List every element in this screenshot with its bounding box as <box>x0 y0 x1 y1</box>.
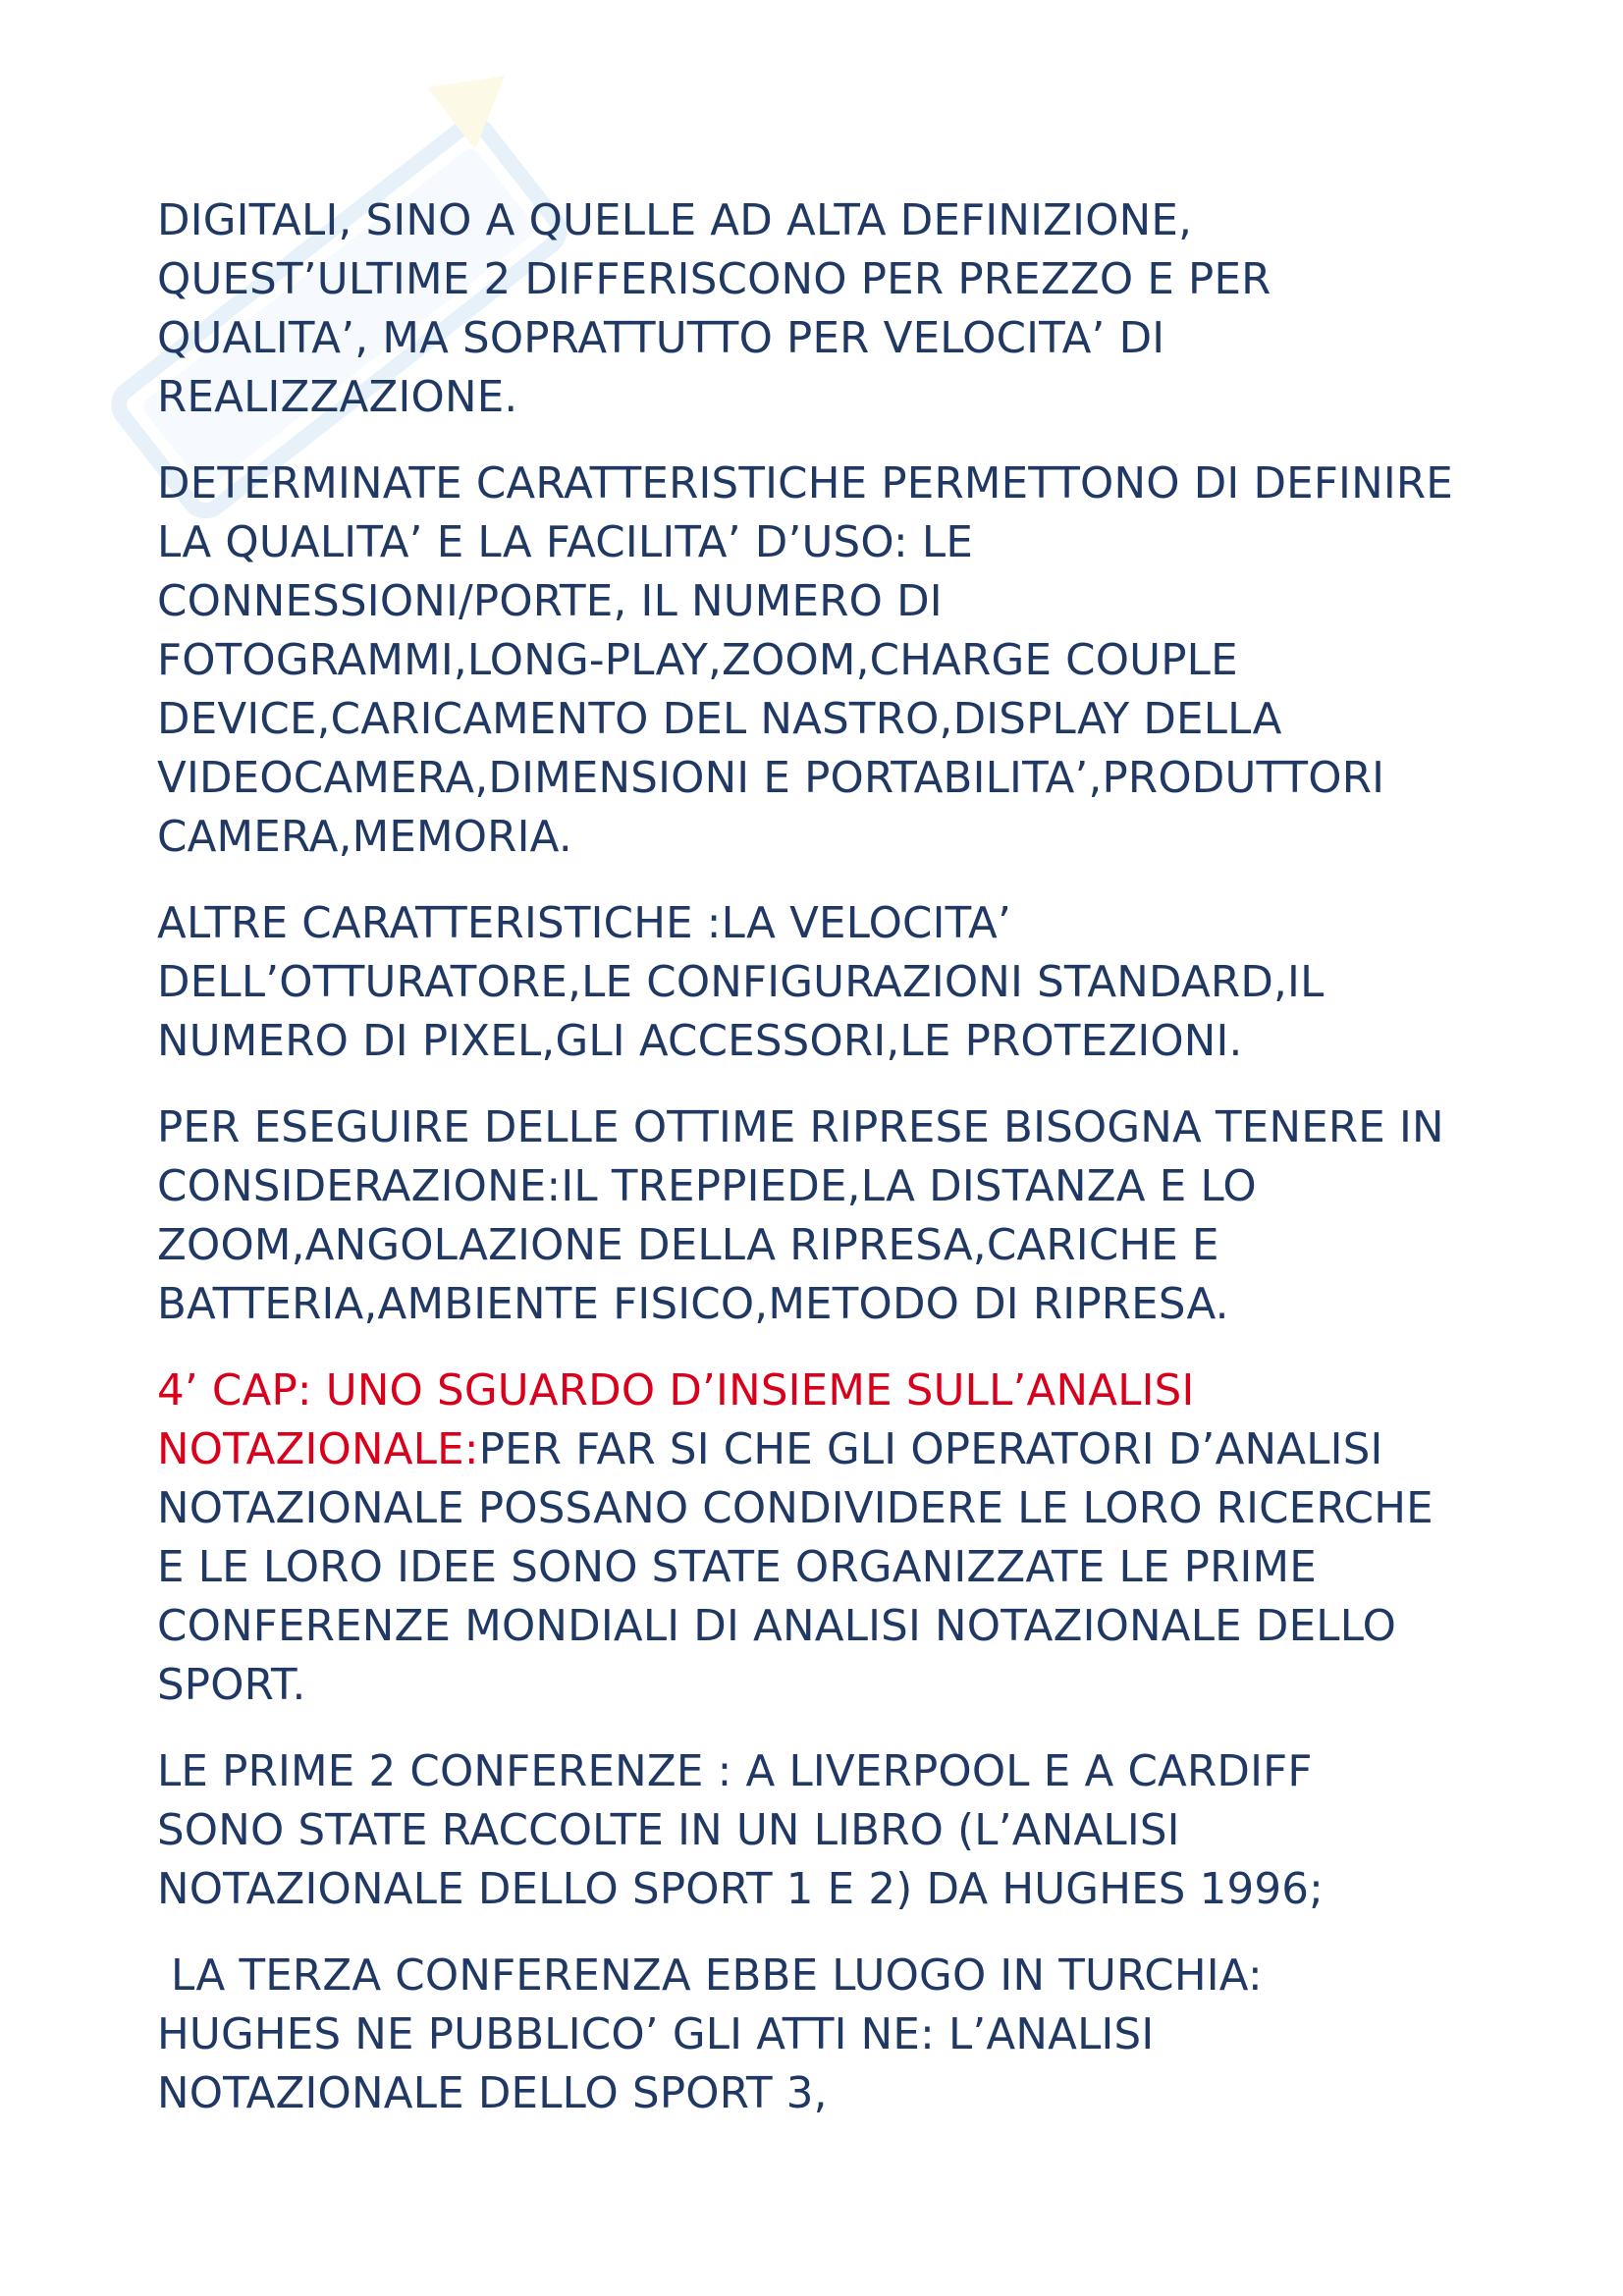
paragraph-4 <box>157 1098 1492 1334</box>
text-line: ZOOM,ANGOLAZIONE DELLA RIPRESA,CARICHE E <box>157 1221 1219 1270</box>
text-line: QUALITA’, MA SOPRATTUTTO PER VELOCITA’ DI <box>157 314 1165 363</box>
text-line: LA TERZA CONFERENZA EBBE LUOGO IN TURCHIA: <box>157 1951 1263 2001</box>
text-line: LE PRIME 2 CONFERENZE : A LIVERPOOL E A CARDIFF <box>157 1747 1313 1796</box>
chapter-heading-tail: NOTAZIONALE: <box>157 1425 479 1474</box>
text-line: CONFERENZE MONDIALI DI ANALISI NOTAZIONALE DELLO <box>157 1602 1397 1651</box>
text-line: DEVICE,CARICAMENTO DEL NASTRO,DISPLAY DELLA <box>157 695 1282 744</box>
paragraph-chapter-4 <box>157 1362 1492 1715</box>
text-line: CAMERA,MEMORIA. <box>157 813 572 862</box>
chapter-heading: 4’ CAP: UNO SGUARDO D’INSIEME SULL’ANALISI <box>157 1366 1195 1415</box>
paragraph-6 <box>157 1742 1492 1919</box>
text-line: CONSIDERAZIONE:IL TREPPIEDE,LA DISTANZA E LO <box>157 1162 1257 1211</box>
text-line: PER ESEGUIRE DELLE OTTIME RIPRESE BISOGNA TENERE IN <box>157 1103 1444 1152</box>
text-line: DIGITALI, SINO A QUELLE AD ALTA DEFINIZIONE, <box>157 196 1193 245</box>
text-line: SPORT. <box>157 1661 306 1710</box>
text-line: NOTAZIONALE DELLO SPORT 3, <box>157 2069 828 2118</box>
text-line: VIDEOCAMERA,DIMENSIONI E PORTABILITA’,PRODUTTORI <box>157 754 1385 803</box>
text-line: SONO STATE RACCOLTE IN UN LIBRO (L’ANALISI <box>157 1806 1180 1855</box>
text-line: DETERMINATE CARATTERISTICHE PERMETTONO DI DEFINIRE <box>157 459 1453 508</box>
text-line <box>157 1420 1492 1479</box>
text-line: QUEST’ULTIME 2 DIFFERISCONO PER PREZZO E PER <box>157 255 1271 304</box>
text-line: CONNESSIONI/PORTE, IL NUMERO DI <box>157 577 943 626</box>
text-line: ALTRE CARATTERISTICHE :LA VELOCITA’ <box>157 899 1012 948</box>
paragraph-1 <box>157 191 1492 427</box>
text-line: BATTERIA,AMBIENTE FISICO,METODO DI RIPRESA. <box>157 1280 1229 1329</box>
document-body <box>157 191 1492 2151</box>
text-line: NOTAZIONALE POSSANO CONDIVIDERE LE LORO RICERCHE <box>157 1484 1434 1533</box>
paragraph-7 <box>157 1947 1492 2123</box>
text-line: E LE LORO IDEE SONO STATE ORGANIZZATE LE PRIME <box>157 1543 1317 1592</box>
text-line: DELL’OTTURATORE,LE CONFIGURAZIONI STANDARD,IL <box>157 958 1325 1007</box>
text-line: HUGHES NE PUBBLICO’ GLI ATTI NE: L’ANALISI <box>157 2010 1155 2059</box>
text-line: REALIZZAZIONE. <box>157 373 518 422</box>
text-line: FOTOGRAMMI,LONG-PLAY,ZOOM,CHARGE COUPLE <box>157 636 1238 685</box>
paragraph-3 <box>157 894 1492 1071</box>
chapter-text-start: PER FAR SI CHE GLI OPERATORI D’ANALISI <box>478 1425 1383 1474</box>
text-line: LA QUALITA’ E LA FACILITA’ D’USO: LE <box>157 518 974 567</box>
text-line: NOTAZIONALE DELLO SPORT 1 E 2) DA HUGHES 1996; <box>157 1865 1325 1914</box>
paragraph-2 <box>157 454 1492 867</box>
text-line: NUMERO DI PIXEL,GLI ACCESSORI,LE PROTEZIONI. <box>157 1017 1243 1066</box>
